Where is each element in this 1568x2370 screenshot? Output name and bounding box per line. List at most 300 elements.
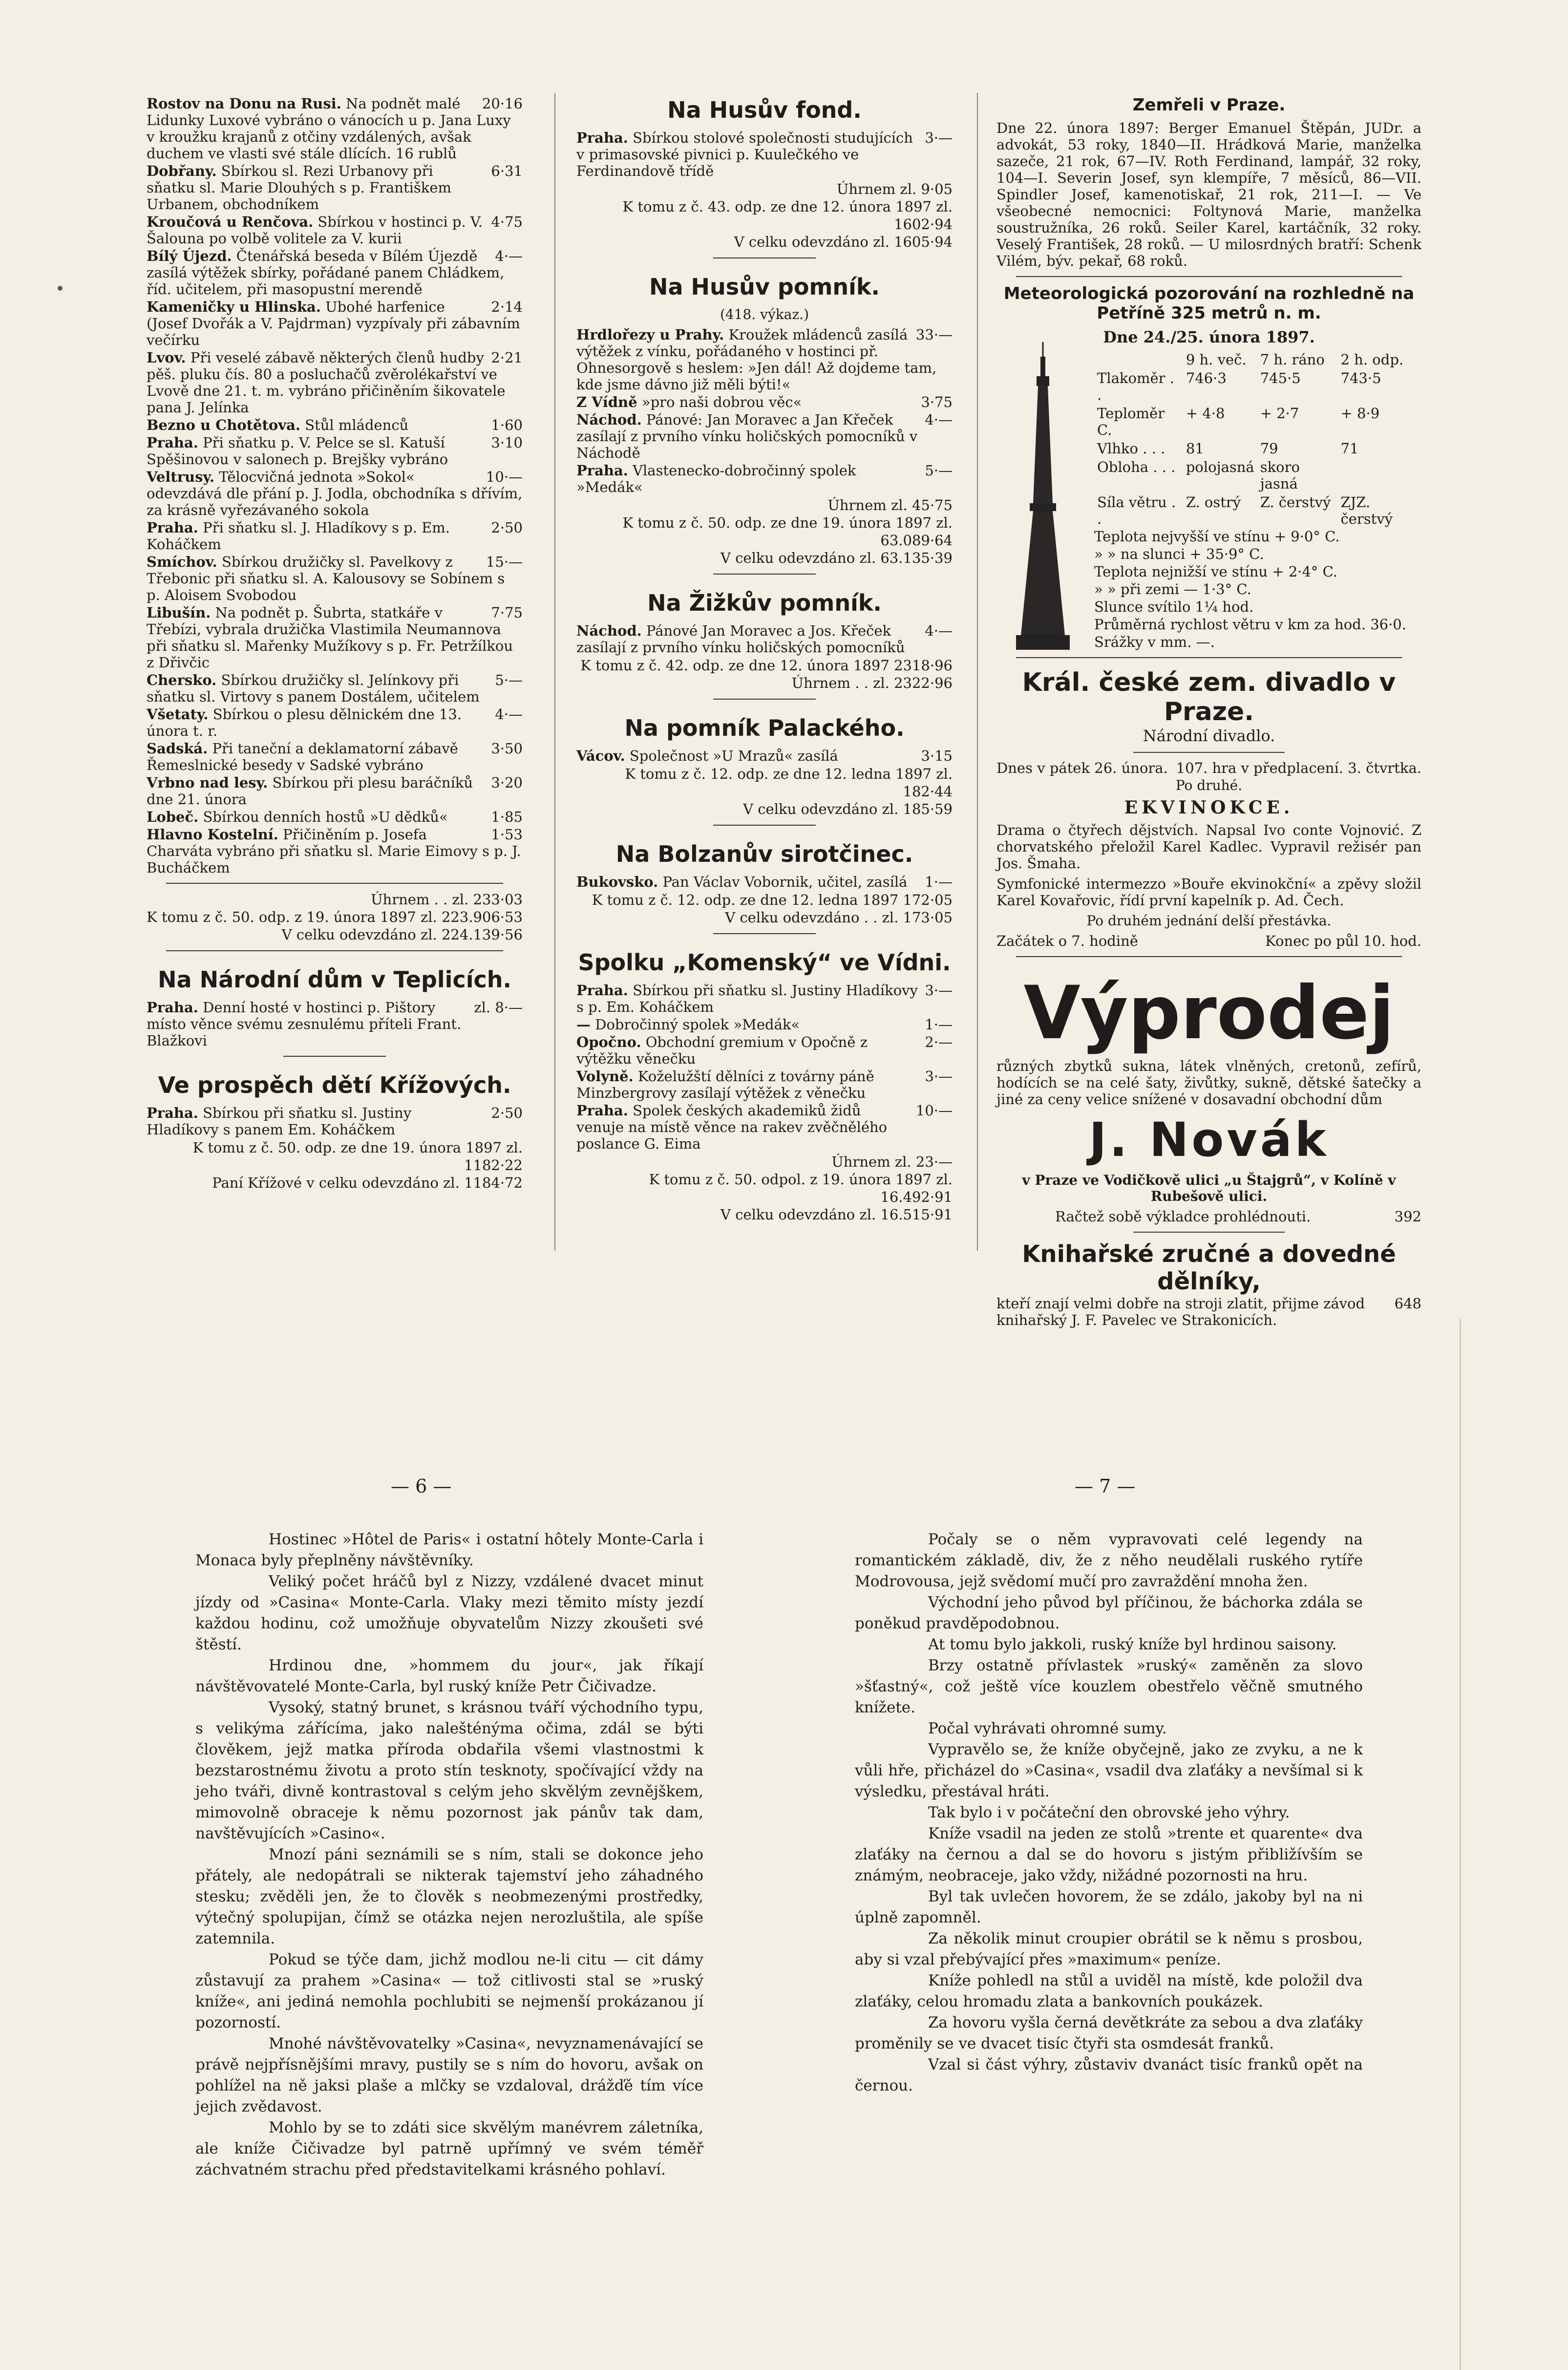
carry-line bbox=[576, 514, 953, 549]
paragraph: Za hovoru vyšla černá devětkráte za sebou a dva zlaťáky proměnily se ve dvacet tisíc čtyři sta osmdesát franků. bbox=[855, 2014, 1363, 2052]
table-cell: Tlakoměr . . bbox=[1097, 370, 1174, 403]
entry-place: Lobeč. bbox=[147, 809, 199, 825]
entry-place: Opočno. bbox=[576, 1034, 641, 1050]
carry-label: K tomu z č. 50. odp. ze dne 19. února 1897 zl. bbox=[622, 514, 953, 531]
list-item bbox=[147, 740, 523, 773]
entry-text: Přičiněním p. Josefa Charváta vybráno při sňatku sl. Marie Eimovy s p. J. Bucháčkem bbox=[147, 826, 521, 876]
entry-place: Praha. bbox=[147, 999, 198, 1016]
performance-repeat: Po druhé. bbox=[1175, 777, 1243, 793]
entry-text: Sbírkou sl. Rezi Urbanovy při sňatku sl. Marie Dlouhých s p. Františkem Urbanem, obchodníkem bbox=[147, 163, 452, 213]
list-item bbox=[147, 248, 523, 298]
binding-edge bbox=[1460, 1319, 1461, 2370]
table-header-cell: 9 h. več. bbox=[1186, 351, 1247, 368]
sale-ad-merchant: J. Novák bbox=[1089, 1112, 1329, 1167]
list-item bbox=[147, 469, 523, 518]
entry-place: Bílý Újezd. bbox=[147, 248, 232, 264]
entry-amount: 5·— bbox=[495, 672, 523, 688]
entry-amount: 1·85 bbox=[491, 809, 523, 825]
grand-value: 224.139·56 bbox=[441, 926, 523, 943]
rule bbox=[1016, 956, 1402, 957]
weather-notes bbox=[1094, 528, 1421, 650]
entry bbox=[576, 874, 953, 890]
play-end: Konec po půl 10. hod. bbox=[1265, 933, 1421, 949]
entry-amount: 2·50 bbox=[491, 519, 523, 536]
total-value: 2322·96 bbox=[894, 675, 953, 691]
total-line bbox=[147, 891, 523, 908]
entry-place: Hrdlořezy u Prahy. bbox=[576, 326, 724, 343]
entry-place: Praha. bbox=[147, 434, 198, 451]
play-start: Začátek o 7. hodině bbox=[996, 933, 1138, 949]
ink-spot bbox=[58, 286, 63, 291]
table-cell: Síla větru . . bbox=[1097, 494, 1176, 527]
column-notices bbox=[996, 95, 1421, 1329]
entry-text: Sbírkou stolové společnosti studujících v primasovské pivnici p. Kuulečkého ve Ferdinandově třídě bbox=[576, 129, 913, 179]
table-cell: + 8·9 bbox=[1340, 405, 1380, 422]
theater-title: Král. české zem. divadlo v Praze. bbox=[1022, 668, 1396, 726]
table-cell: 746·3 bbox=[1186, 370, 1227, 386]
weather-date: Dne 24./25. února 1897. bbox=[1103, 328, 1315, 346]
entry-amount: 3·15 bbox=[921, 747, 953, 764]
play-title: EKVINOKCE. bbox=[1124, 797, 1294, 818]
entry-place: Náchod. bbox=[576, 622, 642, 639]
entry bbox=[576, 129, 953, 179]
carry-value: 172·05 bbox=[903, 892, 953, 908]
table-cell: 71 bbox=[1340, 440, 1359, 457]
section-title-palacky: Na pomník Palackého. bbox=[624, 715, 905, 741]
table-cell bbox=[1338, 458, 1421, 493]
table-row bbox=[1094, 350, 1421, 369]
list-item bbox=[147, 706, 523, 739]
entry-amount: 3·10 bbox=[491, 434, 523, 451]
rule bbox=[713, 933, 816, 934]
entry-text: Kroužek mládenců zasílá výtěžek z vínku, pořádaného v hostinci př. Ohnesorgově s heslem: »Jen dál! Až dojdeme tam, kde jsme dávno již měli býti!« bbox=[576, 326, 937, 393]
table-row bbox=[1094, 439, 1421, 458]
deaths-title: Zemřeli v Praze. bbox=[1132, 95, 1286, 115]
weather-note: » » na slunci + 35·9° C. bbox=[1094, 546, 1264, 562]
entry-place: Lvov. bbox=[147, 349, 186, 366]
entry-amount: 7·75 bbox=[491, 604, 523, 621]
carry-value: 16.492·91 bbox=[880, 1189, 953, 1205]
entry-text: Sbírkou v hostinci p. V. Šalouna po volbě volitele za V. kurii bbox=[147, 214, 483, 247]
carry-line bbox=[576, 198, 953, 233]
rule bbox=[713, 574, 816, 575]
entry-text: Sbírkou při sňatku sl. Justiny Hladíkovy s panem Em. Koháčkem bbox=[147, 1105, 412, 1138]
list-item bbox=[576, 1034, 953, 1067]
entry-text: Na podnět p. Šubrta, statkáře v Třebízi, vybrala družička Vlastimila Neumannova při sňatku sl. Mařenky Mužíkovy s p. Fr. Petržílkou z Dřivčic bbox=[147, 604, 513, 671]
list-item bbox=[147, 774, 523, 808]
entry-text: Při sňatku p. V. Pelce se sl. Katuší Spěšinovou v salonech p. Brejšky vybráno bbox=[147, 434, 448, 468]
entry-text: Sbírkou při plesu baráčníků dne 21. února bbox=[147, 774, 473, 808]
entry-text: Sbírkou družičky sl. Pavelkovy z Třebonic při sňatku sl. A. Kalousovy se Sobínem s p. Aloisem Svobodou bbox=[147, 554, 505, 603]
total-value: 233·03 bbox=[473, 891, 523, 908]
entry-text: Při sňatku sl. J. Hladíkovy s p. Em. Koháčkem bbox=[147, 519, 450, 553]
grand-label: V celku odevzdáno . . zl. bbox=[725, 909, 899, 926]
entry-amount: 3·20 bbox=[491, 774, 523, 791]
rule bbox=[1016, 657, 1402, 658]
table-cell: skoro jasná bbox=[1260, 459, 1300, 492]
rule bbox=[713, 699, 816, 700]
list-item bbox=[147, 417, 523, 433]
hiring-ad-text: kteří znají velmi dobře na stroji zlatit, přijme závod knihařský J. F. Pavelec ve Strakonicích. bbox=[996, 1295, 1365, 1328]
weather-note: Průměrná rychlost větru v km za hod. 36·0. bbox=[1094, 616, 1406, 633]
paragraph: Hostinec »Hôtel de Paris« i ostatní hôtely Monte-Carla i Monaca byly přeplněny návštěvníky. bbox=[195, 1531, 703, 1569]
table-cell: polojasná bbox=[1186, 459, 1254, 475]
list-item bbox=[576, 1016, 953, 1033]
carry-label: K tomu z č. 12. odp. ze dne 12. ledna 1897 bbox=[592, 892, 899, 908]
entry-place: Vácov. bbox=[576, 747, 625, 764]
table-cell: Teploměr C. bbox=[1097, 405, 1165, 438]
list-item bbox=[576, 411, 953, 461]
grand-line bbox=[576, 549, 953, 567]
entry-text: Pánové Jan Moravec a Jos. Křeček zasílají z prvního vínku holičských pomocníků bbox=[576, 622, 905, 656]
entry-place: Praha. bbox=[147, 1105, 198, 1121]
carry-value: 182·44 bbox=[903, 783, 953, 800]
carry-label: K tomu z č. 12. odp. ze dne 12. ledna 1897 zl. bbox=[625, 766, 953, 782]
entry-amount: 20·16 bbox=[482, 95, 523, 112]
entry-text: Sbírkou o plesu dělnickém dne 13. února t. r. bbox=[147, 706, 462, 739]
play-times bbox=[996, 933, 1421, 949]
weather-note: » » při zemi — 1·3° C. bbox=[1094, 581, 1251, 598]
rule bbox=[166, 883, 503, 884]
table-header-cell bbox=[1094, 350, 1183, 369]
list-item bbox=[147, 214, 523, 247]
list-item bbox=[147, 604, 523, 671]
entry-amount: 2·21 bbox=[491, 349, 523, 366]
section-title-teplice: Na Národní dům v Teplicích. bbox=[158, 966, 511, 993]
table-cell: Obloha . . . bbox=[1097, 459, 1176, 475]
entry-text: Ubohé harfenice (Josef Dvořák a V. Pajdrman) vyzpívaly při zábavním večírku bbox=[147, 299, 520, 348]
subscription-note: 107. hra v předplacení. 3. čtvrtka. bbox=[1176, 760, 1421, 776]
sale-ad-address: v Praze ve Vodičkově ulici „u Štajgrů“, v Kolíně v Rubešově ulici. bbox=[1022, 1172, 1396, 1204]
paragraph: Byl tak uvlečen hovorem, že se zdálo, jakoby byl na ni úplně zapomněl. bbox=[855, 1888, 1363, 1926]
table-cell: 743·5 bbox=[1340, 370, 1381, 386]
entry-text: Vlastenecko-dobročinný spolek »Medák« bbox=[576, 462, 856, 495]
paragraph: Pokud se týče dam, jichž modlou ne-li citu — cit dámy zůstavují za prahem »Casina« — tož citlivosti stal se »ruský kníže«, ani jediná nemohla pochlubiti se nejmenší prokázanou jí pozorností. bbox=[195, 1951, 703, 2031]
entry-amount: 2·— bbox=[925, 1034, 953, 1050]
total-line bbox=[576, 674, 953, 692]
list-item bbox=[147, 299, 523, 348]
weather-note: Teplota nejnižší ve stínu + 2·4° C. bbox=[1094, 563, 1338, 580]
entry-place: Vrbno nad lesy. bbox=[147, 774, 268, 791]
grand-line bbox=[576, 233, 953, 251]
table-cell: 81 bbox=[1186, 440, 1204, 457]
entry-place: Smíchov. bbox=[147, 554, 217, 570]
entry-place: Veltrusy. bbox=[147, 469, 215, 485]
sale-ad-text: různých zbytků sukna, látek vlněných, cretonů, zefírů, hodících se na celé šaty, živůtky, sukně, dětské šatečky a jiné za ceny velice snížené v dosavadní obchodní dům bbox=[996, 1058, 1421, 1108]
carry-label: K tomu z č. 50. odp. z 19. února 1897 zl. bbox=[147, 909, 437, 925]
entry-place: Bezno u Chotětova. bbox=[147, 417, 300, 433]
paragraph: Vzal si část výhry, zůstaviv dvanáct tisíc franků opět na černou. bbox=[855, 2056, 1363, 2094]
entry-place: Libušín. bbox=[147, 604, 211, 621]
grand-label: V celku odevzdáno zl. bbox=[720, 1206, 876, 1223]
page-number-right: — 7 — bbox=[1075, 1475, 1136, 1497]
entry-amount: 3·75 bbox=[921, 394, 953, 410]
grand-line bbox=[147, 1174, 523, 1192]
entry-text: Spolek českých akademiků židů venuje na místě věnce na rakev zvěčnělého poslance G. Eima bbox=[576, 1102, 888, 1152]
total-value: 9·05 bbox=[921, 181, 953, 197]
entry-amount: 3·50 bbox=[491, 740, 523, 757]
entry-amount: 4·— bbox=[925, 411, 953, 428]
carry-line bbox=[147, 1139, 523, 1174]
table-row bbox=[1094, 458, 1421, 493]
donation-list bbox=[576, 982, 953, 1152]
list-item bbox=[147, 554, 523, 603]
table-header-cell: 2 h. odp. bbox=[1340, 351, 1404, 368]
donation-list bbox=[147, 95, 523, 876]
entry-text: Na podnět malé Lidunky Luxové vybráno o vánocích u p. Jana Luxy v kroužku krajanů z otčiny vzdálených, avšak duchem ve vlasti své stále dlících. 16 rublů bbox=[147, 95, 511, 162]
total-label: Úhrnem . . zl. bbox=[791, 675, 890, 691]
carry-value: 1182·22 bbox=[464, 1157, 523, 1174]
paragraph: Mohlo by se to zdáti sice skvělým manévrem záletníka, ale kníže Čičivadze byl patrně upřímný ve svém téměř záchvatném strachu před představitelkami krásného pohlaví. bbox=[195, 2119, 703, 2178]
total-label: Úhrnem zl. bbox=[831, 1153, 911, 1170]
section-title-zizka: Na Žižkův pomník. bbox=[647, 590, 882, 616]
ad-number: 648 bbox=[1394, 1295, 1421, 1312]
grand-label: V celku odevzdáno zl. bbox=[734, 234, 890, 250]
entry-amount: 4·75 bbox=[491, 214, 523, 230]
entry-place: Hlavno Kostelní. bbox=[147, 826, 278, 843]
weather-block bbox=[1094, 350, 1421, 650]
sale-ad-headline: Výprodej bbox=[1023, 971, 1395, 1056]
rule bbox=[1016, 276, 1402, 277]
play-music: Symfonické intermezzo »Bouře ekvinokční« a zpěvy složil Karel Kovařovic, řídí první kapelník p. Ad. Čech. bbox=[996, 875, 1421, 909]
paragraph: Tak bylo i v počáteční den obrovské jeho výhry. bbox=[928, 1804, 1290, 1821]
entry-place: Kroučová u Renčova. bbox=[147, 214, 314, 230]
column-rule-2 bbox=[977, 93, 978, 1251]
carry-line bbox=[576, 1171, 953, 1206]
paragraph: Hrdinou dne, »hommem du jour«, jak říkají návštěvovatelé Monte-Carla, byl ruský kníže Petr Čičivadze. bbox=[195, 1657, 703, 1695]
entry-amount: 4·— bbox=[495, 706, 523, 723]
list-item bbox=[576, 326, 953, 393]
carry-line bbox=[576, 657, 953, 674]
entry-kriz bbox=[147, 1105, 523, 1138]
list-item bbox=[147, 349, 523, 416]
entry-amount: 33·— bbox=[915, 326, 953, 343]
weather-table bbox=[1094, 350, 1421, 528]
entry-text: »pro naši dobrou věc« bbox=[641, 394, 802, 410]
entry-place: Praha. bbox=[576, 129, 628, 146]
carry-label: K tomu z č. 50. odp. ze dne 19. února 1897 zl. bbox=[192, 1139, 523, 1156]
list-item bbox=[576, 1068, 953, 1101]
entry-text: Pan Václav Vobornik, učitel, zasílá bbox=[662, 874, 908, 890]
entry-place: Rostov na Donu na Rusi. bbox=[147, 95, 341, 112]
entry-teplice bbox=[147, 999, 523, 1049]
grand-label: V celku odevzdáno zl. bbox=[720, 550, 876, 566]
carry-line bbox=[147, 908, 523, 926]
carry-label: K tomu z č. 50. odpol. z 19. února 1897 zl. bbox=[649, 1171, 953, 1188]
column-funds bbox=[576, 95, 953, 1223]
carry-value: 1602·94 bbox=[894, 216, 953, 233]
performance-date: Dnes v pátek 26. února. bbox=[996, 760, 1168, 776]
entry-text: Stůl mládenců bbox=[305, 417, 409, 433]
play-intermission: Po druhém jednání delší přestávka. bbox=[1086, 913, 1332, 929]
entry-amount: 1·60 bbox=[491, 417, 523, 433]
entry-place: Praha. bbox=[576, 982, 628, 999]
entry-place: Chersko. bbox=[147, 672, 217, 688]
total-value: 45·75 bbox=[911, 497, 953, 513]
paragraph: Vysoký, statný brunet, s krásnou tváří východního typu, s velikýma zářícíma, jako nalešténýma očima, zdál se býti člověkem, jejž matka příroda obdařila všemi vlastnostmi k bezstarostnému životu a proto stín tesknoty, spočívající vždy na jeho tváři, divně kontrastoval s celým jeho skvělým zevnějškem, mimovolně obraceje k němu pozornost jak pánův tak dam, navštěvujících »Casino«. bbox=[195, 1699, 703, 1842]
section-title-hus-monument: Na Husův pomník. bbox=[649, 274, 880, 300]
section-title-bolzano: Na Bolzanův sirotčinec. bbox=[615, 841, 913, 867]
entry-amount: 3·— bbox=[925, 982, 953, 999]
grand-label: V celku odevzdáno zl. bbox=[743, 801, 899, 817]
entry-amount: 6·31 bbox=[491, 163, 523, 179]
grand-value: 1184·72 bbox=[464, 1174, 523, 1191]
entry-text: Čtenářská beseda v Bílém Újezdě zasílá výtěžek sbírky, pořádané panem Chládkem, říd. učitelem, při masopustní merendě bbox=[147, 248, 505, 298]
entry bbox=[576, 747, 953, 764]
grand-line bbox=[147, 926, 523, 943]
list-item bbox=[147, 519, 523, 553]
table-cell: + 2·7 bbox=[1260, 405, 1299, 422]
carry-value: 63.089·64 bbox=[880, 532, 953, 549]
grand-label: Paní Křížové v celku odevzdáno zl. bbox=[212, 1174, 460, 1191]
entry-amount: 15·— bbox=[486, 554, 523, 570]
ad-number: 392 bbox=[1394, 1208, 1421, 1225]
table-cell: Z. čerstvý bbox=[1260, 494, 1331, 511]
entry-text: Při taneční a deklamatorní zábavě Řemeslnické besedy v Sadské vybráno bbox=[147, 740, 458, 773]
entry-place: Praha. bbox=[147, 519, 198, 536]
entry-text: Při veselé zábavě některých členů hudby pěš. pluku čís. 80 a posluchačů zvěrolékařství ve Lvově dne 21. t. m. vybráno přičiněním šikovatele pana J. Jelínka bbox=[147, 349, 506, 416]
rule bbox=[713, 825, 816, 826]
list-item bbox=[147, 95, 523, 162]
weather-note: Slunce svítilo 1¼ hod. bbox=[1094, 598, 1254, 615]
entry-amount: 5·— bbox=[925, 462, 953, 479]
entry-place: — bbox=[576, 1016, 591, 1033]
paragraph: Vypravělo se, že kníže obyčejně, jako ze zvyku, a ne k vůli hře, přicházel do »Casina«, vsadil dva zlaťáky a nevšímal si k výsledku, přestával hráti. bbox=[855, 1741, 1363, 1800]
table-row bbox=[1094, 404, 1421, 439]
total-label: Úhrnem zl. bbox=[836, 181, 917, 197]
column-rule-1 bbox=[554, 93, 555, 1251]
paragraph: Kníže vsadil na jeden ze stolů »trente et quarente« dva zlaťáky na černou a dal se do hovoru s jistým přibližívším se známým, neobraceje, jako vždy, nižádné pozornosti na hru. bbox=[855, 1825, 1363, 1884]
sale-ad-note: Račtež sobě výkladce prohlédnouti. bbox=[1055, 1208, 1311, 1225]
table-row bbox=[1094, 369, 1421, 404]
total-line bbox=[576, 180, 953, 198]
novel-page-left bbox=[195, 1529, 703, 2180]
table-header-cell: 7 h. ráno bbox=[1260, 351, 1325, 368]
rule bbox=[1133, 1232, 1285, 1233]
novel-spread bbox=[0, 1319, 1568, 2370]
entry-amount: zl. 8·— bbox=[474, 999, 523, 1016]
paragraph: Mnozí páni seznámili se s ním, stali se dokonce jeho přátely, ale nedopátrali se nikterak tajemství jeho záhadného stesku; zvěděli jen, že to člověk s neobmezenými prostředky, výtečný spolupijan, čímž se otázka nejen nerozluštila, ale spíše zatemnila. bbox=[195, 1846, 703, 1947]
novel-page-right bbox=[855, 1529, 1363, 2096]
table-cell: ZJZ. čerstvý bbox=[1340, 494, 1393, 527]
total-label: Úhrnem . . zl. bbox=[371, 891, 469, 908]
table-row bbox=[1094, 493, 1421, 528]
entry-place: Dobřany. bbox=[147, 163, 217, 179]
column-donations bbox=[147, 95, 523, 1192]
carry-label: K tomu z č. 43. odp. ze dne 12. února 1897 zl. bbox=[622, 198, 953, 215]
list-item bbox=[576, 462, 953, 495]
entry-amount: 3·— bbox=[925, 129, 953, 146]
entry-amount: 4·— bbox=[925, 622, 953, 639]
entry-text: Sbírkou družičky sl. Jelínkovy při sňatku sl. Virtovy s panem Dostálem, učitelem bbox=[147, 672, 480, 705]
entry-text: Společnost »U Mrazů« zasílá bbox=[629, 747, 838, 764]
entry-place: Bukovsko. bbox=[576, 874, 658, 890]
entry-place: Z Vídně bbox=[576, 394, 637, 410]
entry-text: Koželužští dělníci z továrny páně Minzbergrovy zasílají výtěžek z věnečku bbox=[576, 1068, 874, 1101]
rule bbox=[1133, 752, 1285, 753]
paragraph: Kníže pohledl na stůl a uviděl na místě, kde položil dva zlaťáky, celou hromadu zlata a bankovních poukázek. bbox=[855, 1972, 1363, 2010]
entry-amount: 2·50 bbox=[491, 1105, 523, 1121]
sale-ad-footer bbox=[996, 1208, 1421, 1225]
entry-text: Obchodní gremium v Opočně z výtěžku věnečku bbox=[576, 1034, 868, 1067]
entry-place: Všetaty. bbox=[147, 706, 209, 723]
grand-line bbox=[576, 909, 953, 926]
petrin-tower-illustration bbox=[1011, 342, 1075, 655]
entry-amount: 4·— bbox=[495, 248, 523, 264]
paragraph: Veliký počet hráčů byl z Nizzy, vzdálené dvacet minut jízdy od »Casina« Monte-Carla. Vlaky mezi těmito místy jezdí každou hodinu, což umožňuje obyvatelům Nizzy zkoušeti své štěstí. bbox=[195, 1573, 703, 1653]
rule bbox=[283, 1056, 386, 1057]
weather-note: Teplota nejvyšší ve stínu + 9·0° C. bbox=[1094, 528, 1340, 545]
donation-list bbox=[576, 326, 953, 495]
entry-text: Denní hosté v hostinci p. Pištory místo věnce svému zesnulému příteli Frant. Blažkovi bbox=[147, 999, 462, 1049]
list-item bbox=[576, 394, 953, 410]
entry-text: Sbírkou denních hostů »U dědků« bbox=[203, 809, 448, 825]
paragraph: Počaly se o něm vypravovati celé legendy na romantickém základě, div, že z něho neudělali ruského rytíře Modrovousa, jejž svědomí mučí pro zavraždění mnoha žen. bbox=[855, 1531, 1363, 1590]
paragraph: Počal vyhrávati ohromné sumy. bbox=[928, 1720, 1167, 1737]
grand-value: 173·05 bbox=[903, 909, 953, 926]
entry-amount: 1·— bbox=[925, 874, 953, 890]
grand-value: 16.515·91 bbox=[880, 1206, 953, 1223]
entry-amount: 2·14 bbox=[491, 299, 523, 315]
entry-text: Dobročinný spolek »Medák« bbox=[595, 1016, 800, 1033]
grand-value: 1605·94 bbox=[894, 234, 953, 250]
total-line bbox=[576, 496, 953, 514]
section-title-hus-fund: Na Husův fond. bbox=[667, 97, 862, 123]
paragraph: Východní jeho původ byl příčinou, že báchorka zdála se poněkud pravděpodobnou. bbox=[855, 1594, 1363, 1632]
entry-text: Tělocvičná jednota »Sokol« odevzdává dle přání p. J. Jodla, obchodníka s dřívím, za krásně vyřezávaného sokola bbox=[147, 469, 523, 518]
list-item bbox=[147, 826, 523, 876]
play-description: Drama o čtyřech dějstvích. Napsal Ivo conte Vojnović. Z chorvatského přeložil Karel Kadlec. Vypravil režisér pan Jos. Šmaha. bbox=[996, 822, 1421, 872]
carry-value: 223.906·53 bbox=[441, 909, 523, 925]
section-title-kriz: Ve prospěch dětí Křížových. bbox=[158, 1072, 511, 1098]
table-cell: 79 bbox=[1260, 440, 1278, 457]
table-cell: + 4·8 bbox=[1186, 405, 1225, 422]
theater-subtitle: Národní divadlo. bbox=[1143, 726, 1275, 745]
paragraph: At tomu bylo jakkoli, ruský kníže byl hrdinou saisony. bbox=[928, 1636, 1337, 1653]
rule bbox=[166, 950, 503, 951]
entry-place: Sadská. bbox=[147, 740, 208, 757]
list-item bbox=[147, 809, 523, 825]
hiring-ad-headline: Knihařské zručné a dovedné dělníky, bbox=[1022, 1240, 1396, 1295]
rule bbox=[713, 257, 816, 258]
total-label: Úhrnem zl. bbox=[827, 497, 908, 513]
list-item bbox=[147, 672, 523, 705]
entry-place: Volyně. bbox=[576, 1068, 634, 1085]
carry-line bbox=[576, 765, 953, 800]
page-number-left: — 6 — bbox=[391, 1475, 452, 1497]
entry-text: Sbírkou při sňatku sl. Justiny Hladíkovy s p. Em. Koháčkem bbox=[576, 982, 918, 1015]
report-number: (418. výkaz.) bbox=[720, 306, 809, 322]
entry-text: Pánové: Jan Moravec a Jan Křeček zasílají z prvního vínku holičských pomocníků v Náchodě bbox=[576, 411, 918, 461]
entry-place: Praha. bbox=[576, 462, 628, 479]
list-item bbox=[147, 163, 523, 213]
paragraph: Za několik minut croupier obrátil se k němu s prosbou, aby si vzal přebývající přes »maximum« peníze. bbox=[855, 1930, 1363, 1968]
deaths-text: Dne 22. února 1897: Berger Emanuel Štěpán, JUDr. a advokát, 53 roky, 1840—II. Hrádková Marie, manželka sazeče, 21 rok, 67—IV. Roth Ferdinand, lampář, 32 roky, 104—I. Severin Josef, syn klempíře, 7 měsíců, 86—VII. Spindler Josef, kamenotiskař, 21 rok, 211—I. — Ve všeobecné nemocnici: Foltynová Marie, manželka soustružníka, 26 roků. Seiler Karel, kartáčník, 32 roky. Veselý František, 28 roků. — U milosrdných bratří: Schenk Vilém, býv. pekař, 68 roků. bbox=[996, 120, 1421, 269]
list-item bbox=[576, 1102, 953, 1152]
total-line bbox=[576, 1153, 953, 1171]
grand-line bbox=[576, 800, 953, 818]
entry-amount: 10·— bbox=[915, 1102, 953, 1119]
carry-label: K tomu z č. 42. odp. ze dne 12. února 1897 bbox=[580, 657, 890, 674]
carry-value: 2318·96 bbox=[894, 657, 953, 674]
entry-amount: 1·53 bbox=[491, 826, 523, 843]
weather-title: Meteorologická pozorování na rozhledně na Petříně 325 metrů n. m. bbox=[1003, 284, 1415, 323]
paragraph: Mnohé návštěvovatelky »Casina«, nevyznamenávající se právě nejpřísnějšími mravy, pustily se s ním do hovoru, avšak on pohlížel na ně jaksi plaše a mlčky se vzdaloval, drážďě tím více jejich zvědavost. bbox=[195, 2035, 703, 2115]
paragraph: Brzy ostatně přívlastek »ruský« zaměněn za slovo »šťastný«, což ještě více kouzlem obestřelo věčně smutného knížete. bbox=[855, 1657, 1363, 1716]
entry-amount: 3·— bbox=[925, 1068, 953, 1085]
section-title-komensky: Spolku „Komenský“ ve Vídni. bbox=[578, 949, 951, 976]
grand-value: 185·59 bbox=[903, 801, 953, 817]
